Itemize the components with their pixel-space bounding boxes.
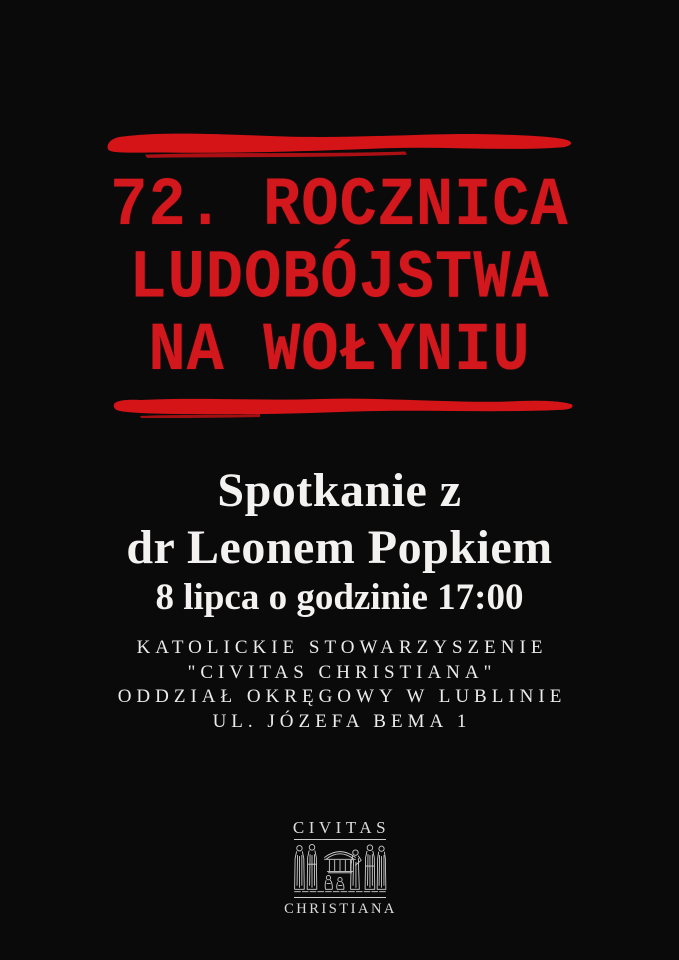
event-headline bbox=[0, 462, 679, 576]
logo-text-civitas: CIVITAS bbox=[292, 818, 391, 837]
title-line-2: LUDOBÓJSTWA bbox=[129, 239, 550, 318]
org-line-3: ODDZIAŁ OKRĘGOWY W LUBLINIE bbox=[117, 686, 567, 708]
organizer-block bbox=[0, 636, 679, 734]
event-datetime: 8 lipca o godzinie 17:00 bbox=[155, 577, 524, 618]
org-line-1: KATOLICKIE STOWARZYSZENIE bbox=[136, 637, 548, 658]
title-line-1: 72. ROCZNICA bbox=[110, 166, 569, 245]
red-brush-stroke-top bbox=[105, 128, 575, 160]
civitas-christiana-relief-emblem-icon bbox=[290, 841, 390, 897]
logo-text-christiana: CHRISTIANA bbox=[284, 901, 397, 917]
logo-divider-top bbox=[294, 839, 386, 840]
poster-title bbox=[0, 166, 679, 390]
org-line-4: UL. JÓZEFA BEMA 1 bbox=[212, 710, 472, 732]
red-brush-stroke-bottom bbox=[110, 389, 576, 423]
org-line-2: "CIVITAS CHRISTIANA" bbox=[187, 661, 497, 683]
headline-line-2: dr Leonem Popkiem bbox=[126, 521, 553, 574]
logo-divider-bottom bbox=[294, 897, 386, 898]
title-line-3: NA WOŁYNIU bbox=[148, 311, 531, 390]
headline-line-1: Spotkanie z bbox=[217, 464, 462, 517]
